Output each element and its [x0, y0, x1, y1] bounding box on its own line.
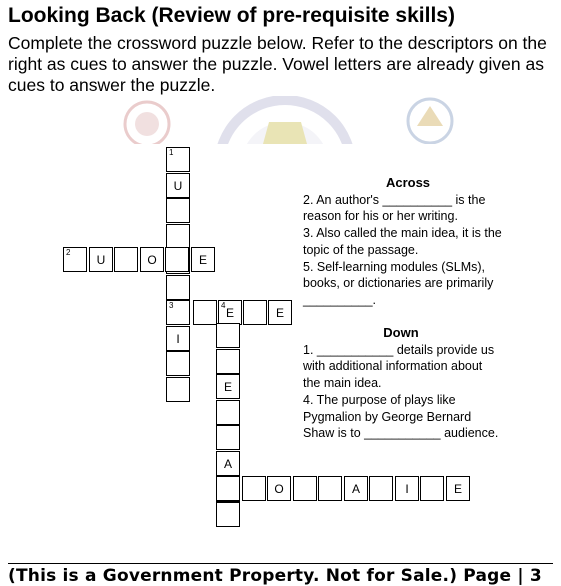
crossword-cell[interactable]: [216, 502, 240, 527]
given-letter: U: [96, 253, 106, 267]
crossword-cell[interactable]: [216, 451, 240, 476]
down-clue-1: 1. ___________ details provide us with additional information about the main idea.: [303, 342, 495, 391]
crossword-cell[interactable]: [166, 275, 190, 300]
clue-number: 1: [169, 148, 174, 157]
crossword-cell[interactable]: [268, 300, 292, 325]
crossword-cell[interactable]: [446, 476, 470, 501]
crossword-cell[interactable]: [165, 247, 189, 272]
crossword-cell[interactable]: [216, 374, 240, 399]
crossword-cell[interactable]: [140, 247, 164, 272]
given-letter: E: [223, 380, 232, 394]
across-clue-2: 2. An author's __________ is the reason for his or her writing.: [303, 192, 486, 224]
crossword-cell[interactable]: [166, 326, 190, 351]
crossword-cell[interactable]: [318, 476, 342, 501]
crossword-cell[interactable]: [216, 349, 240, 374]
crossword-cell[interactable]: [166, 351, 190, 376]
down-heading: Down: [383, 325, 419, 340]
given-letter: E: [453, 482, 462, 496]
across-clue-3: 3. Also called the main idea, it is the topic of the passage.: [303, 226, 502, 257]
crossword-cell[interactable]: [420, 476, 444, 501]
across-clues: [303, 175, 513, 309]
crossword-cell[interactable]: [166, 377, 190, 402]
crossword-cell[interactable]: [216, 323, 240, 348]
crossword-cell[interactable]: [243, 300, 267, 325]
crossword-cell[interactable]: [293, 476, 317, 501]
crossword-cell[interactable]: [89, 247, 113, 272]
crossword-cell[interactable]: [242, 476, 266, 501]
crossword-cell[interactable]: [166, 198, 190, 223]
given-letter: E: [225, 306, 234, 320]
given-letter: A: [223, 457, 232, 471]
down-clues: [303, 325, 499, 442]
clue-number: 4: [221, 301, 226, 310]
clue-number: 3: [169, 301, 174, 310]
deped-seal-watermark: [95, 96, 465, 144]
crossword-cell[interactable]: [114, 247, 138, 272]
across-clue-5: 5. Self-learning modules (SLMs), books, or dictionaries are primarily __________.: [303, 259, 494, 307]
crossword-cell[interactable]: [166, 147, 190, 172]
given-letter: U: [173, 179, 183, 193]
crossword-cell[interactable]: [216, 425, 240, 450]
down-clue-4: 4. The purpose of plays like Pygmalion by George Bernard Shaw is to ___________ audience.: [303, 392, 499, 441]
crossword-cell[interactable]: [166, 173, 190, 198]
given-letter: I: [176, 332, 180, 346]
crossword-cell[interactable]: [395, 476, 419, 501]
crossword-cell[interactable]: [344, 476, 368, 501]
given-letter: I: [405, 482, 409, 496]
given-letter: A: [351, 482, 360, 496]
given-letter: E: [198, 253, 207, 267]
page-footer: (This is a Government Property. Not for Sale.) Page | 3: [8, 566, 542, 586]
clue-number: 2: [66, 248, 71, 257]
footer-divider: [8, 563, 553, 564]
crossword-cell[interactable]: [216, 476, 240, 501]
crossword-cell[interactable]: [166, 224, 190, 249]
crossword-cell[interactable]: [218, 300, 242, 325]
given-letter: O: [274, 482, 284, 496]
crossword-cell[interactable]: [267, 476, 291, 501]
crossword-cell[interactable]: [216, 400, 240, 425]
crossword-cell[interactable]: [166, 300, 190, 325]
crossword-cell[interactable]: [191, 247, 215, 272]
crossword-cell[interactable]: [63, 247, 87, 272]
instructions: Complete the crossword puzzle below. Refer to the descriptors on the right as cues to answer the puzzle. Vowel letters are already given as cues to answer the puzzle.: [8, 33, 547, 95]
given-letter: E: [275, 306, 284, 320]
given-letter: O: [147, 253, 157, 267]
page-title: Looking Back (Review of pre-requisite skills): [8, 4, 455, 27]
across-heading: Across: [385, 175, 431, 190]
crossword-cell[interactable]: [193, 300, 217, 325]
crossword-cell[interactable]: [369, 476, 393, 501]
